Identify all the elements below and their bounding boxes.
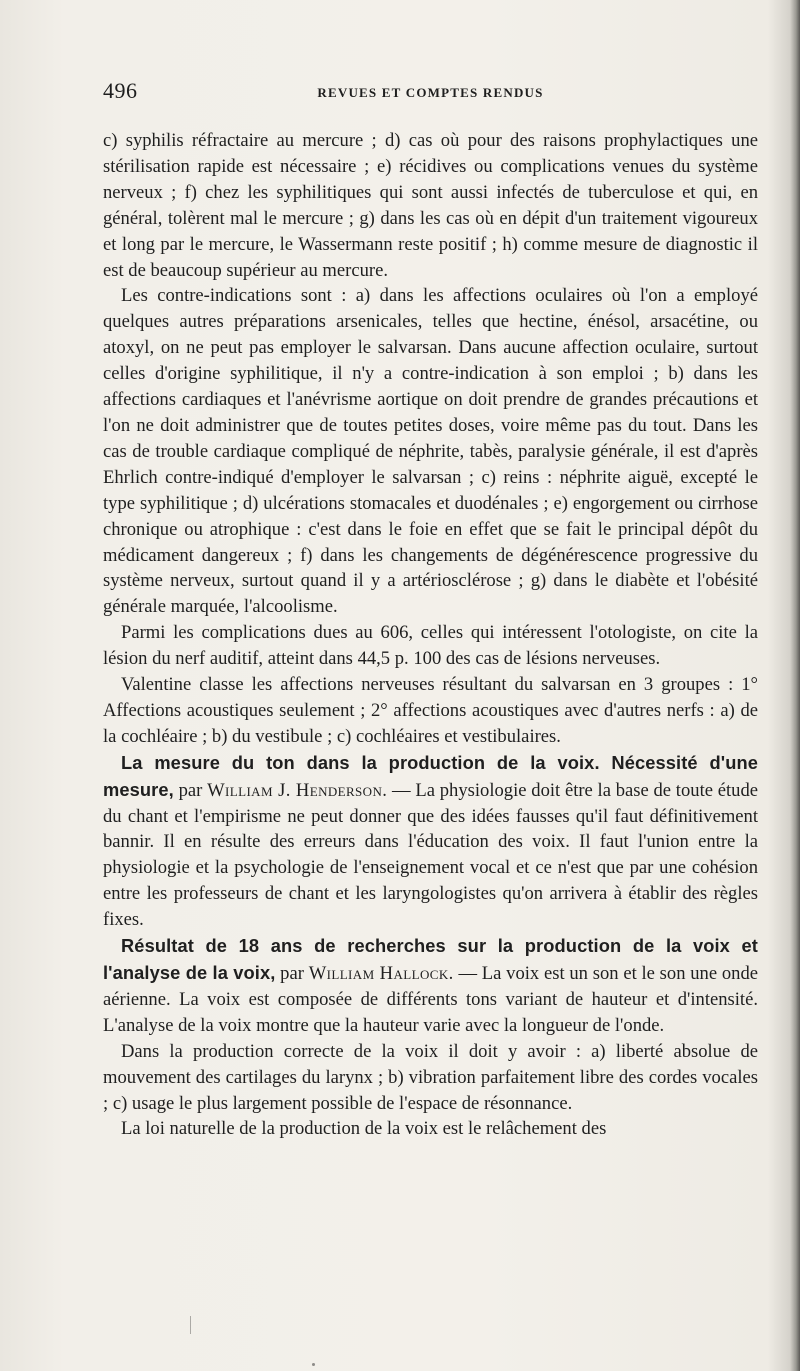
- running-head: REVUES ET COMPTES RENDUS: [317, 85, 544, 100]
- paragraph-correct-voice-production: Dans la production correcte de la voix il doit y avoir : a) liberté absolue de mouvement des cartilages du larynx ; b) vibration parfaitement libre des cordes vocales ; c) usage le plus largement possible de l'espace de résonnance.: [103, 1040, 758, 1114]
- page-edge-shadow: [790, 0, 800, 1371]
- page-number: 496: [103, 78, 138, 103]
- review-author-hallock: William Hallock.: [308, 963, 454, 984]
- review-text-hallock: — La voix est un son et le son une onde aérienne. La voix est composée de différents tons variant de hauteur et d'intensité. L'analyse de la voix montre que la hauteur varie avec la longueur de l'onde.: [103, 963, 758, 1036]
- review-author-henderson: William J. Henderson.: [207, 779, 388, 801]
- scan-speck: [190, 1316, 191, 1334]
- paragraph-indications-continued: c) syphilis réfractaire au mercure ; d) cas où pour des raisons prophylactiques une stérilisation rapide est nécessaire ; e) récidives ou complications venues du système nerveux ; f) chez les syphilitiques qui sont aussi infectés de tuberculose et qui, en général, tolèrent mal le mercure ; g) dans les cas où en dépit d'un traitement vigoureux et long par le mercure, le Wassermann reste positif ; h) comme mesure de diagnostic il est de beaucoup supérieur au mercure.: [103, 130, 758, 281]
- review-henderson: [103, 750, 758, 933]
- review-text-henderson: — La physiologie doit être la base de toute étude du chant et l'empirisme ne peut donner que des idées fausses qu'il faut définitivement bannir. Il en résulte des erreurs dans l'éducation des voix. Il faut l'union entre la physiologie et la psychologie de l'enseignement vocal et ce n'est que par une cohésion entre les professeurs de chant et les laryngologistes qu'on arrivera à établir des règles fixes.: [103, 779, 759, 931]
- review-title-henderson: La mesure du ton dans la production de la voix. Nécessité d'une mesure,: [103, 751, 758, 800]
- paragraph-complications-606: Parmi les complications dues au 606, celles qui intéressent l'otologiste, on cite la lésion du nerf auditif, atteint dans 44,5 p. 100 des cas de lésions nerveuses.: [103, 622, 758, 670]
- review-author-prefix: par: [173, 779, 208, 801]
- body-text: [103, 128, 758, 1142]
- paragraph-natural-law: La loi naturelle de la production de la voix est le relâchement des: [121, 1118, 607, 1140]
- review-author-prefix: par: [275, 963, 309, 984]
- paragraph-contre-indications: Les contre-indications sont : a) dans les affections oculaires où l'on a employé quelques autres préparations arsenicales, telles que hectine, énésol, arsacétine, ou atoxyl, on ne peut pas employer le salvarsan. Dans aucune affection oculaire, surtout celles d'origine syphilitique, il n'y a contre-indication à son emploi ; b) dans les affections cardiaques et l'anévrisme aortique on doit prendre de grandes précautions et l'on ne doit administrer que de toutes petites doses, voire même pas du tout. Dans les cas de trouble cardiaque compliqué de néphrite, tabès, paralysie générale, il est d'après Ehrlich contre-indiqué d'employer le salvarsan ; c) reins : néphrite aiguë, excepté le type syphilitique ; d) ulcérations stomacales et duodénales ; e) engorgement ou cirrhose chronique ou atrophique : c'est dans le foie en effet que se fait le principal dépôt du médicament dangereux ; f) dans les changements de dégénérescence progressive du système nerveux, surtout quand il y a artériosclérose ; g) dans le diabète et l'obésité générale marquée, l'alcoolisme.: [103, 285, 758, 618]
- review-hallock: [103, 933, 758, 1039]
- scan-dot: [312, 1363, 315, 1366]
- paragraph-valentine-classification: Valentine classe les affections nerveuses résultant du salvarsan en 3 groupes : 1° Affections acoustiques seulement ; 2° affections acoustiques avec d'autres nerfs : a) de la cochléaire ; b) du vestibule ; c) cochléaires et vestibulaires.: [103, 674, 758, 747]
- review-title-hallock: Résultat de 18 ans de recherches sur la production de la voix et l'analyse de la voix,: [103, 935, 758, 983]
- page-header: [103, 78, 758, 106]
